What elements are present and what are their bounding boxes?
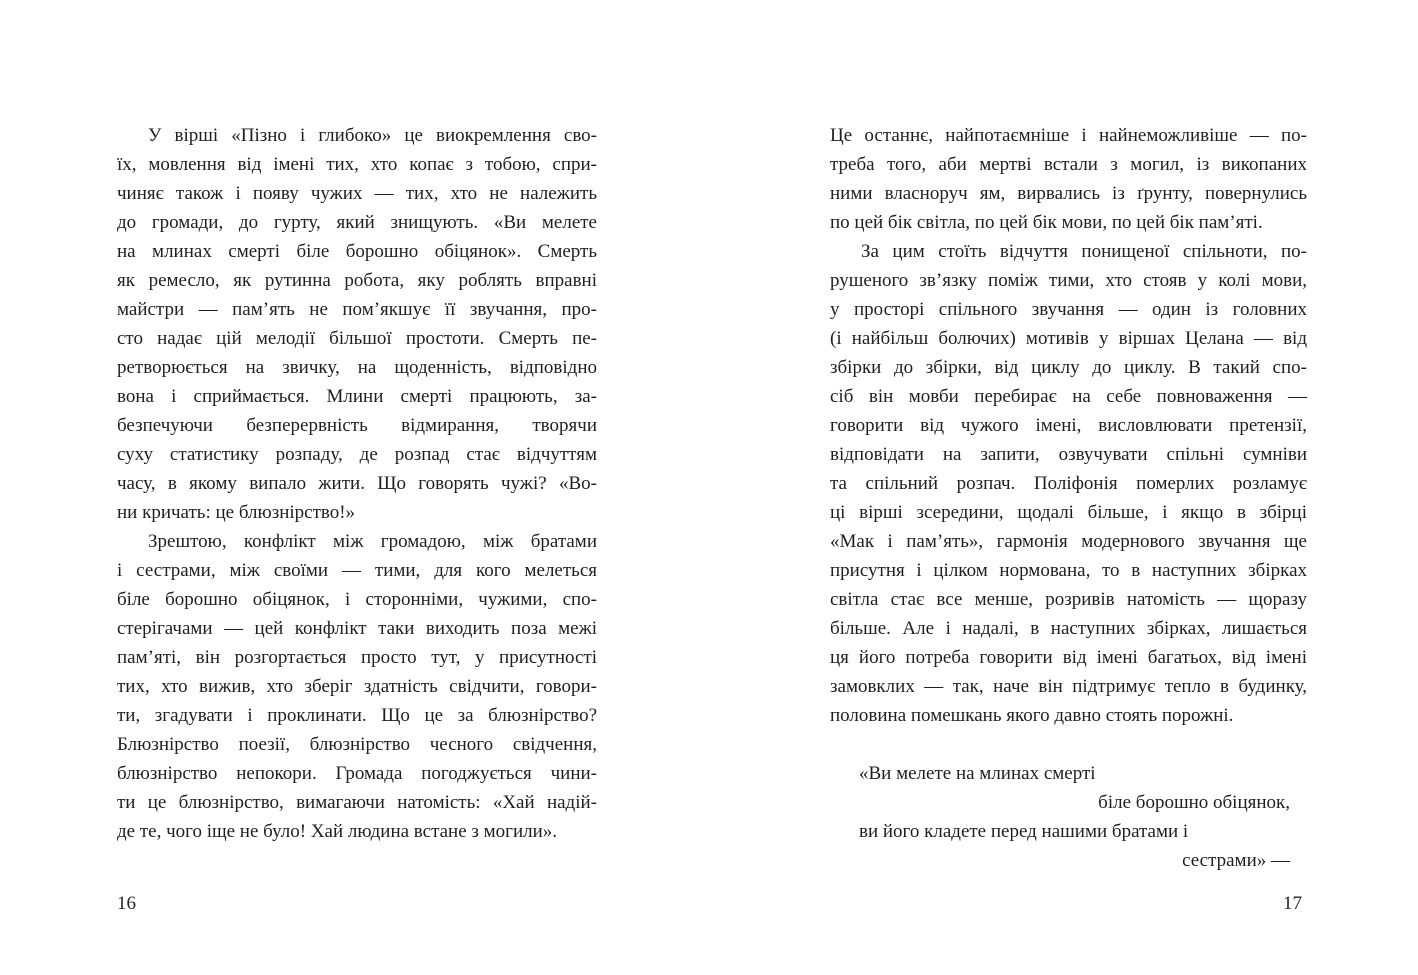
text-line: стерігачами — цей конфлікт таки виходить поза межі	[117, 618, 597, 639]
left-page-text-column	[117, 121, 597, 846]
text-line: і сестрами, між своїми — тими, для кого мелеться	[117, 560, 597, 581]
text-line: збірки до збірки, від циклу до циклу. В такий спо-	[830, 357, 1307, 378]
text-line: до громади, до гурту, який знищують. «Ви мелете	[117, 212, 597, 233]
text-line: ни кричать: це блюзнірство!»	[117, 502, 356, 523]
text-line: їх, мовлення від імені тих, хто копає з тобою, спри-	[117, 154, 597, 175]
text-line: на млинах смерті біле борошно обіцянок». Смерть	[117, 241, 597, 262]
text-line: майстри — пам’ять не пом’якшує її звучання, про-	[117, 299, 597, 320]
text-line: ця його потреба говорити від імені багатьох, від імені	[830, 647, 1307, 668]
text-line: говорити від чужого імені, висловлювати претензії,	[830, 415, 1307, 436]
text-line: світла стає все менше, розривів натомість — щоразу	[830, 589, 1307, 610]
text-line: За цим стоїть відчуття понищеної спільноти, по-	[861, 241, 1307, 262]
text-line: ти, згадувати і проклинати. Що це за блюзнірство?	[117, 705, 597, 726]
text-line: Зрештою, конфлікт між громадою, між братами	[148, 531, 597, 552]
text-line: рушеного зв’язку поміж тими, хто стояв у колі мови,	[830, 270, 1307, 291]
text-line: як ремесло, як рутинна робота, яку роблять вправні	[117, 270, 597, 291]
text-line: по цей бік світла, по цей бік мови, по цей бік пам’яті.	[830, 212, 1263, 233]
text-line: безпечуючи безперервність відмирання, творячи	[117, 415, 597, 436]
text-line	[830, 730, 1307, 759]
text-line: біле борошно обіцянок, і сторонніми, чужими, спо-	[117, 589, 597, 610]
text-line: відповідати на запити, озвучувати спільні сумніви	[830, 444, 1307, 465]
text-line: тих, хто вижив, хто зберіг здатність свідчити, говори-	[117, 676, 597, 697]
text-line: замовклих — так, наче він підтримує тепло в будинку,	[830, 676, 1307, 697]
text-line: сто надає цій мелодії більшої простоти. Смерть пе-	[117, 328, 597, 349]
text-line: У вірші «Пізно і глибоко» це виокремлення сво-	[148, 125, 597, 146]
text-line: Блюзнірство поезії, блюзнірство чесного свідчення,	[117, 734, 597, 755]
text-line: більше. Але і надалі, в наступних збірках, лишається	[830, 618, 1307, 639]
text-line: де те, чого іще не було! Хай людина встане з могили».	[117, 821, 558, 842]
right-page-text-column	[830, 121, 1307, 875]
text-line: блюзнірство непокори. Громада погоджується чини-	[117, 763, 597, 784]
text-line: ретворюється на звичку, на щоденність, відповідно	[117, 357, 597, 378]
text-line: (і найбільш болючих) мотивів у віршах Целана — від	[830, 328, 1307, 349]
page-number-right: 17	[1283, 893, 1302, 914]
text-line: сіб він мовби перебирає на себе повноваження —	[830, 386, 1307, 407]
text-line: половина помешкань якого давно стоять порожні.	[830, 705, 1234, 726]
text-line: та спільний розпач. Поліфонія померлих розламує	[830, 473, 1307, 494]
text-line: треба того, аби мертві встали з могил, із викопаних	[830, 154, 1307, 175]
text-line: сестрами» —	[1182, 850, 1290, 871]
text-line: ці вірші зсередини, щодалі більше, і якщо в збірці	[830, 502, 1307, 523]
text-line: вона і сприймається. Млини смерті працюють, за-	[117, 386, 597, 407]
text-line: чиняє також і появу чужих — тих, хто не належить	[117, 183, 597, 204]
text-line: ти це блюзнірство, вимагаючи натомість: «Хай надій-	[117, 792, 597, 813]
text-line: ви його кладете перед нашими братами і	[859, 821, 1189, 842]
text-line: «Мак і пам’ять», гармонія модернового звучання ще	[830, 531, 1307, 552]
text-line: присутня і цілком нормована, то в наступних збірках	[830, 560, 1307, 581]
text-line: суху статистику розпаду, де розпад стає відчуттям	[117, 444, 597, 465]
text-line: біле борошно обіцянок,	[1098, 792, 1290, 813]
page-number-left: 16	[117, 893, 136, 914]
text-line: «Ви мелете на млинах смерті	[859, 763, 1096, 784]
text-line: у просторі спільного звучання — один із головних	[830, 299, 1307, 320]
text-line: ними власноруч ям, вирвались із ґрунту, повернулись	[830, 183, 1307, 204]
text-line: пам’яті, він розгортається просто тут, у присутності	[117, 647, 597, 668]
text-line: Це останнє, найпотаємніше і найнеможливіше — по-	[830, 125, 1307, 146]
text-line: часу, в якому випало жити. Що говорять чужі? «Во-	[117, 473, 597, 494]
